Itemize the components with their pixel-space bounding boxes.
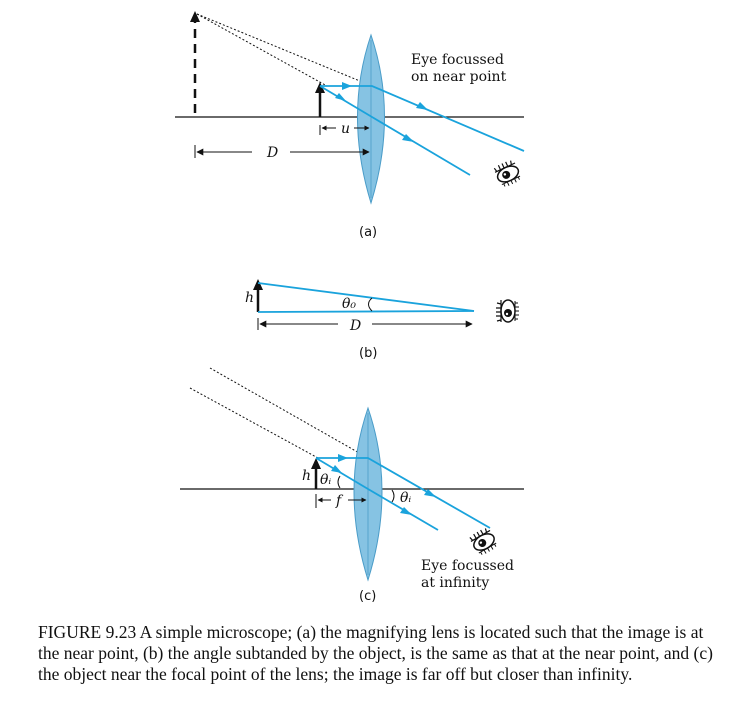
panel-a <box>175 11 524 240</box>
eye-note-c-line2: at infinity <box>421 575 490 591</box>
panel-b <box>245 279 519 361</box>
ray-b-axis <box>258 311 474 312</box>
theta0-label: θ₀ <box>342 296 357 312</box>
ray-a-parallel <box>320 86 524 151</box>
ray-c-arrow-3 <box>331 465 342 473</box>
figure-caption: FIGURE 9.23 A simple microscope; (a) the magnifying lens is located such that the image is at the near point, (b) the angle subtanded by the object, is the same as that at the near point, and (c) the object near the focal point of the lens; the image is far off but closer than infinity. <box>38 622 713 684</box>
object-arrowhead-b <box>253 279 263 290</box>
theta-i-label-left: θᵢ <box>320 472 332 488</box>
ray-c-arrow-1 <box>338 454 348 462</box>
eye-note-a-line2: on near point <box>411 69 507 85</box>
dotted-back-ray-c1 <box>210 368 368 458</box>
theta-i-arc-right <box>392 490 394 502</box>
D-label-b: D <box>350 318 362 334</box>
u-label: u <box>341 121 351 137</box>
f-label: f <box>336 493 342 509</box>
panel-label-c: (c) <box>359 589 377 604</box>
dotted-back-ray-2 <box>197 14 327 86</box>
h-label-b: h <box>245 290 255 306</box>
eye-note-a-line1: Eye focussed <box>411 52 504 68</box>
theta0-arc <box>369 298 373 311</box>
ray-a-arrow-2 <box>416 102 428 110</box>
eye-note-c-line1: Eye focussed <box>421 558 514 574</box>
theta-i-arc-left <box>338 476 340 488</box>
ray-a-arrow-1 <box>342 82 352 90</box>
ray-b-top <box>258 283 474 311</box>
eye-icon-b <box>496 300 519 322</box>
eye-icon-a <box>493 158 523 188</box>
D-label-a: D <box>267 145 279 161</box>
panel-c <box>180 368 524 604</box>
ray-a-arrow-3 <box>335 93 346 101</box>
virtual-image-arrowhead <box>190 11 200 22</box>
h-label-c: h <box>302 468 312 484</box>
panel-label-b: (b) <box>359 346 378 361</box>
panel-label-a: (a) <box>359 225 378 240</box>
dotted-back-ray-1 <box>197 14 372 86</box>
dotted-back-ray-c2 <box>190 388 318 458</box>
eye-icon-c <box>468 526 499 557</box>
theta-i-label-right: θᵢ <box>400 490 412 506</box>
